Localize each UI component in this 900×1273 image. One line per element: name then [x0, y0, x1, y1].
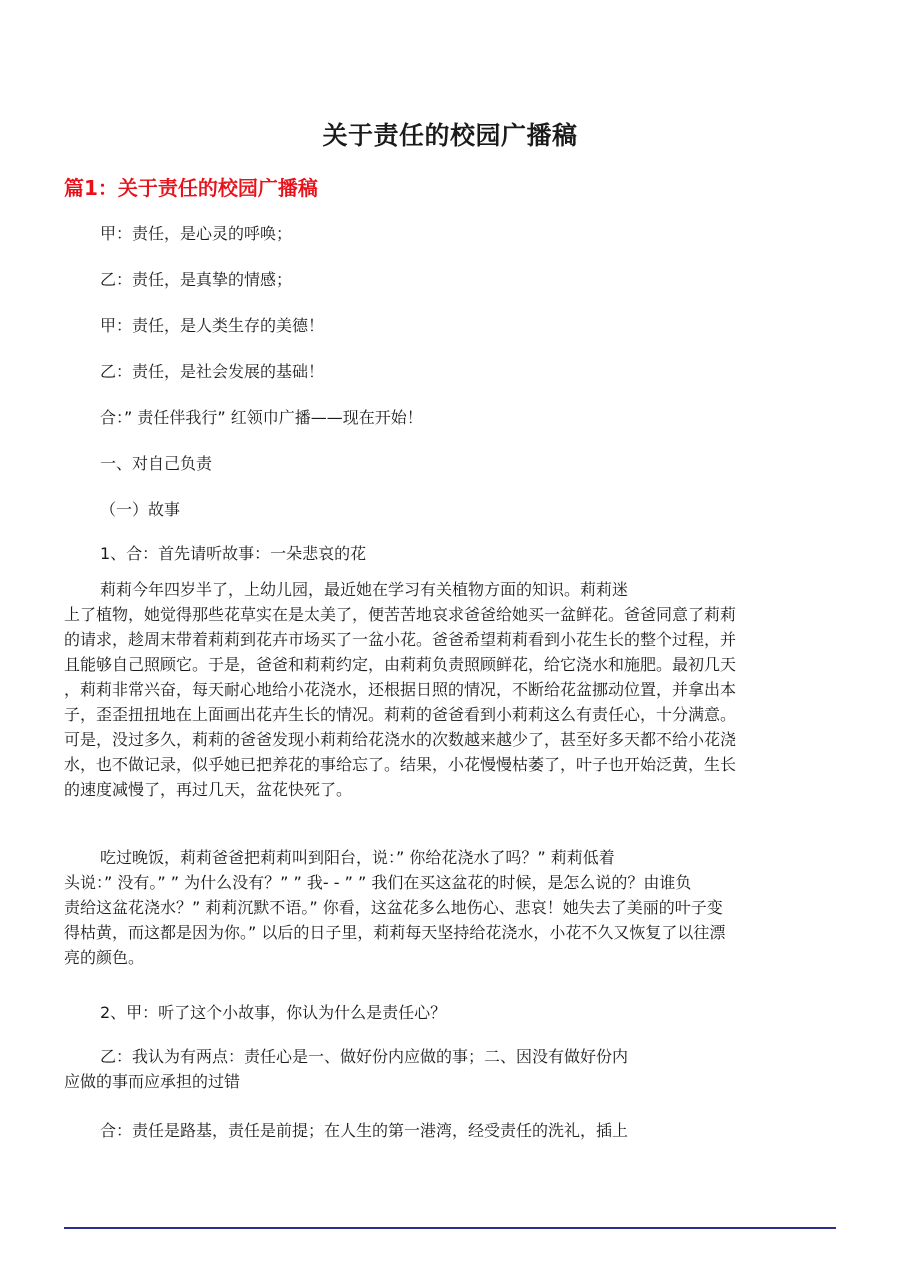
dialogue-line: 合：” 责任伴我行” 红领巾广播——现在开始！ [100, 408, 423, 427]
paragraph-line: 的请求，趁周末带着莉莉到花卉市场买了一盆小花。爸爸希望莉莉看到小花生长的整个过程，并 [64, 630, 737, 649]
story-paragraph [64, 577, 842, 802]
paragraph-line: 责给这盆花浇水？” 莉莉沉默不语。” 你看，这盆花多么地伤心、悲哀！她失去了美丽的叶子变 [64, 898, 723, 917]
document-title: 关于责任的校园广播稿 [322, 121, 578, 150]
story-paragraph [64, 845, 842, 970]
paragraph-line: 可是，没过多久，莉莉的爸爸发现小莉莉给花浇水的次数越来越少了，甚至好多天都不给小花浇 [64, 730, 737, 749]
paragraph-line: 莉莉今年四岁半了，上幼儿园，最近她在学习有关植物方面的知识。莉莉迷 [100, 580, 629, 599]
paragraph-line: 子，歪歪扭扭地在上面画出花卉生长的情况。莉莉的爸爸看到小莉莉这么有责任心，十分满意。 [64, 705, 737, 724]
dialogue-line: 乙：责任，是社会发展的基础！ [100, 362, 325, 381]
paragraph-line: ，莉莉非常兴奋，每天耐心地给小花浇水，还根据日照的情况，不断给花盆挪动位置，并拿出本 [64, 680, 737, 699]
paragraph-line: 亮的颜色。 [64, 948, 145, 967]
paragraph-line: 水，也不做记录，似乎她已把养花的事给忘了。结果，小花慢慢枯萎了，叶子也开始泛黄，生长 [64, 755, 737, 774]
dialogue-line: 甲：责任，是人类生存的美德！ [100, 316, 325, 335]
paragraph-line: 乙：我认为有两点：责任心是一、做好份内应做的事；二、因没有做好份内 [100, 1047, 629, 1066]
paragraph-line: 得枯黄，而这都是因为你。” 以后的日子里，莉莉每天坚持给花浇水，小花不久又恢复了以往漂 [64, 923, 726, 942]
answer-paragraph [64, 1044, 842, 1094]
question-line: 2、甲：听了这个小故事，你认为什么是责任心？ [100, 1003, 447, 1022]
dialogue-line: 甲：责任，是心灵的呼唤； [100, 224, 293, 243]
paragraph-line: 上了植物，她觉得那些花草实在是太美了，便苦苦地哀求爸爸给她买一盆鲜花。爸爸同意了莉莉 [64, 605, 737, 624]
paragraph-line: 且能够自己照顾它。于是，爸爸和莉莉约定，由莉莉负责照顾鲜花，给它浇水和施肥。最初几天 [64, 655, 737, 674]
paragraph-line: 吃过晚饭，莉莉爸爸把莉莉叫到阳台，说：” 你给花浇水了吗？” 莉莉低着 [100, 848, 615, 867]
paragraph-line: 头说：” 没有。” ” 为什么没有？” ” 我- - ” ” 我们在买这盆花的时候，是怎么说的？由谁负 [64, 873, 692, 892]
paragraph-line: 的速度减慢了，再过几天，盆花快死了。 [64, 780, 353, 799]
footer-divider [64, 1227, 836, 1229]
dialogue-line: 乙：责任，是真挚的情感； [100, 270, 293, 289]
dialogue-line: 1、合：首先请听故事：一朵悲哀的花 [100, 544, 367, 563]
outline-heading: 一、对自己负责 [100, 454, 213, 473]
section-heading: 篇1：关于责任的校园广播稿 [64, 176, 318, 200]
outline-subheading: （一）故事 [100, 500, 181, 519]
closing-line: 合：责任是路基，责任是前提；在人生的第一港湾，经受责任的洗礼，插上 [100, 1121, 629, 1140]
paragraph-line: 应做的事而应承担的过错 [64, 1072, 241, 1091]
